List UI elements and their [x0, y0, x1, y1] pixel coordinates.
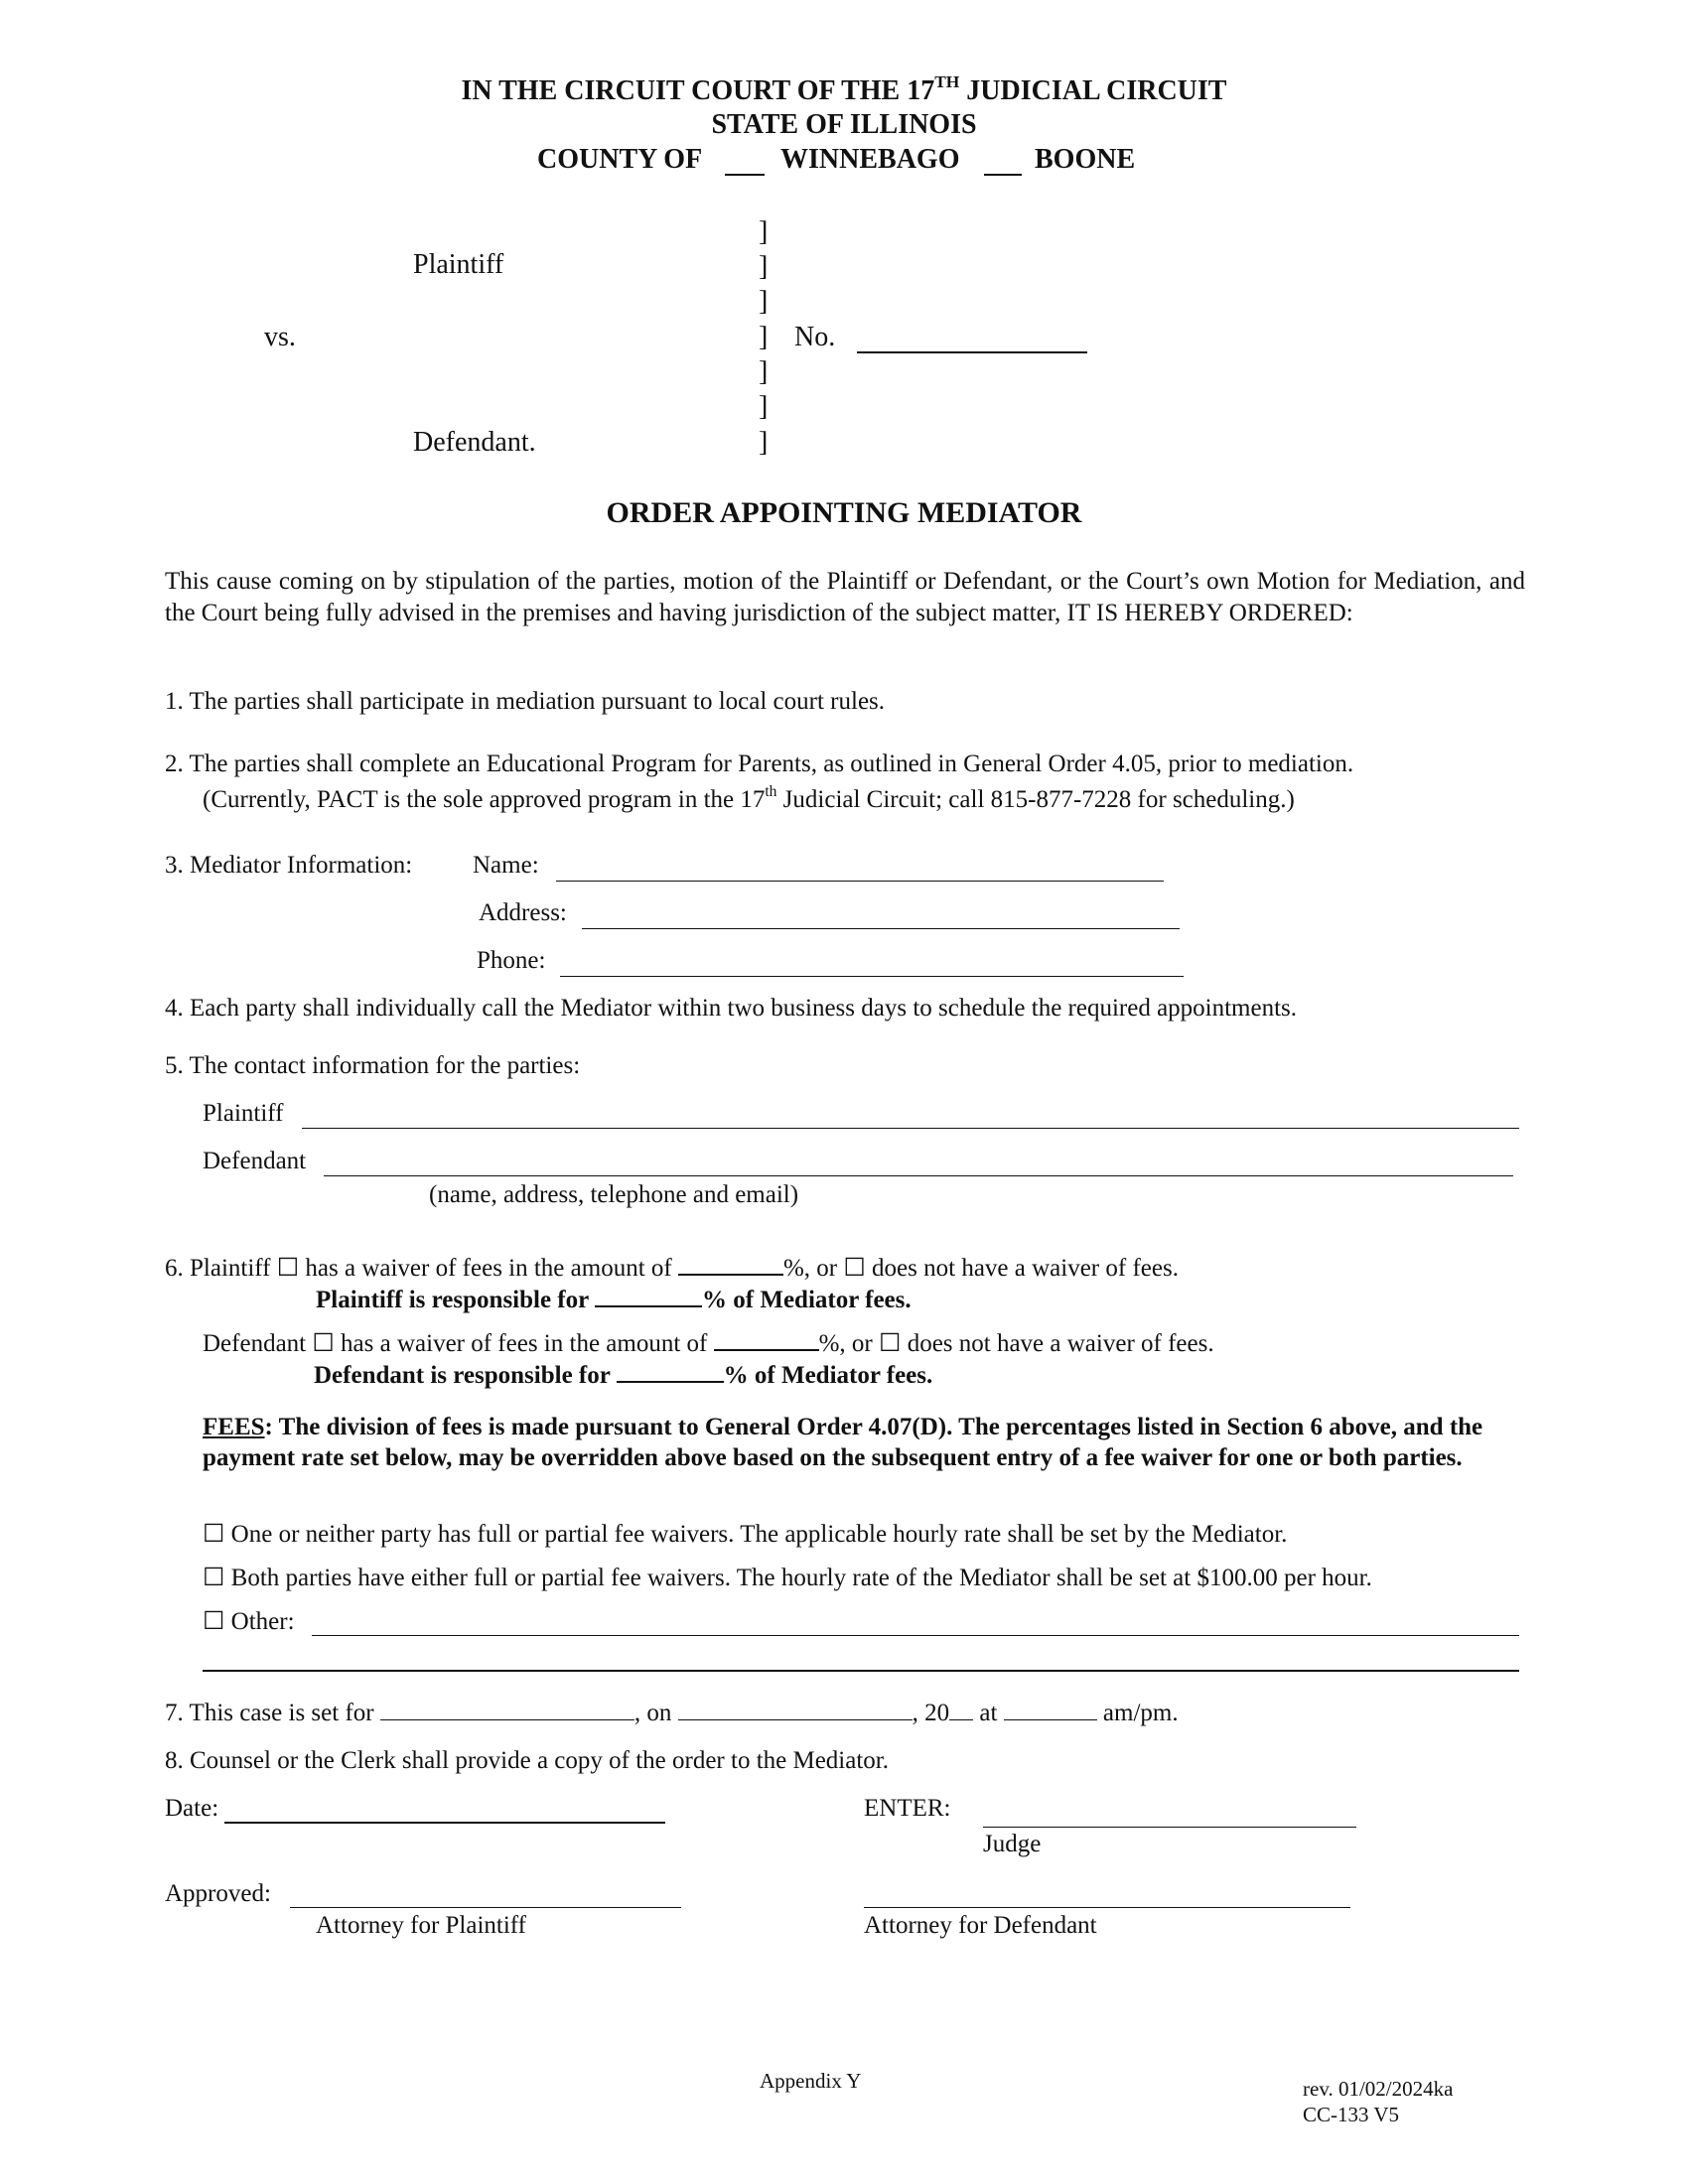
bracket: ]	[759, 216, 769, 247]
page-title: ORDER APPOINTING MEDIATOR	[606, 496, 1082, 529]
mediator-phone-label: Phone:	[477, 947, 546, 974]
defendant-no-waiver-checkbox[interactable]: ☐	[879, 1330, 902, 1357]
item-2-line-2: (Currently, PACT is the sole approved program in the 17th Judicial Circuit; call 815-877-7228 for scheduling.)	[203, 783, 1295, 813]
intro-paragraph: This cause coming on by stipulation of the parties, motion of the Plaintiff or Defendant, or the Court’s own Motion for Mediation, and the Court being fully advised in the premises and having jurisdiction of the subject matter, IT IS HEREBY ORDERED:	[165, 568, 1525, 626]
item-5: 5. The contact information for the parties:	[165, 1052, 581, 1079]
fee-option-1: ☐ One or neither party has full or partial fee waivers. The applicable hourly rate shall be set by the Mediator.	[203, 1521, 1288, 1548]
defendant-waiver-row: Defendant ☐ has a waiver of fees in the amount of %, or ☐ does not have a waiver of fees.	[203, 1330, 1214, 1357]
defendant-responsible-row: Defendant is responsible for % of Mediator fees.	[314, 1362, 933, 1389]
county-boone: BOONE	[1035, 144, 1136, 175]
mediator-name-field[interactable]	[556, 881, 1164, 882]
mediator-address-field[interactable]	[582, 928, 1180, 929]
plaintiff-caption: Plaintiff	[413, 249, 504, 280]
county-blank-1	[725, 174, 765, 176]
item-7: 7. This case is set for , on , 20 at am/pm.	[165, 1700, 1179, 1726]
fee-option-3-checkbox[interactable]: ☐	[203, 1608, 225, 1635]
plaintiff-waiver-pct-field[interactable]	[678, 1256, 783, 1276]
fee-other-field-line-2[interactable]	[203, 1670, 1519, 1672]
court-heading: IN THE CIRCUIT COURT OF THE 17TH JUDICIAL CIRCUIT	[461, 71, 1227, 106]
bracket: ]	[759, 391, 769, 422]
bracket: ]	[759, 427, 769, 458]
case-set-for-field[interactable]	[380, 1702, 634, 1720]
attorney-plaintiff-signature-line[interactable]	[290, 1907, 681, 1908]
fee-option-3: ☐ Other:	[203, 1608, 295, 1635]
fee-other-field[interactable]	[312, 1635, 1519, 1636]
fees-paragraph: FEES: The division of fees is made pursuant to General Order 4.07(D). The percentages listed in Section 6 above, and the payment rate set below, may be overridden above based on the subsequent entry of a fee waiver for one or both parties.	[203, 1414, 1483, 1471]
item-1: 1. The parties shall participate in mediation pursuant to local court rules.	[165, 688, 886, 715]
plaintiff-waiver-checkbox[interactable]: ☐	[276, 1255, 300, 1282]
case-number-field[interactable]	[857, 351, 1087, 353]
attorney-defendant-signature-line[interactable]	[864, 1907, 1350, 1908]
contact-plaintiff-label: Plaintiff	[203, 1100, 284, 1127]
mediator-name-label: Name:	[473, 852, 539, 879]
defendant-responsible-pct-field[interactable]	[617, 1363, 724, 1383]
judge-signature-line[interactable]	[983, 1827, 1356, 1828]
county-blank-2	[984, 174, 1022, 176]
case-number-label: No.	[794, 322, 836, 352]
form-number: CC-133 V5	[1303, 2103, 1400, 2126]
contact-plaintiff-field[interactable]	[302, 1128, 1519, 1129]
item-8: 8. Counsel or the Clerk shall provide a copy of the order to the Mediator.	[165, 1747, 889, 1774]
defendant-waiver-checkbox[interactable]: ☐	[312, 1330, 335, 1357]
item-4: 4. Each party shall individually call the Mediator within two business days to schedule the required appointments.	[165, 995, 1298, 1022]
bracket: ]	[759, 251, 769, 282]
item-3-label: 3. Mediator Information:	[165, 852, 413, 879]
revision-label: rev. 01/02/2024ka	[1303, 2077, 1454, 2101]
defendant-caption: Defendant.	[413, 427, 536, 458]
fee-option-2: ☐ Both parties have either full or partial fee waivers. The hourly rate of the Mediator shall be set at $100.00 per hour.	[203, 1565, 1372, 1591]
plaintiff-waiver-row: 6. Plaintiff ☐ has a waiver of fees in the amount of %, or ☐ does not have a waiver of fees.	[165, 1255, 1179, 1282]
plaintiff-responsible-pct-field[interactable]	[595, 1288, 702, 1307]
date-field[interactable]	[224, 1822, 665, 1824]
county-winnebago: WINNEBAGO	[780, 144, 960, 175]
plaintiff-no-waiver-checkbox[interactable]: ☐	[843, 1255, 866, 1282]
bracket: ]	[759, 322, 769, 352]
contact-defendant-label: Defendant	[203, 1148, 307, 1174]
bracket: ]	[759, 286, 769, 317]
vs-caption: vs.	[264, 322, 296, 352]
attorney-defendant-label: Attorney for Defendant	[864, 1912, 1097, 1939]
defendant-waiver-pct-field[interactable]	[714, 1331, 819, 1351]
plaintiff-responsible-row: Plaintiff is responsible for % of Mediator fees.	[316, 1287, 912, 1313]
bracket: ]	[759, 356, 769, 387]
attorney-plaintiff-label: Attorney for Plaintiff	[316, 1912, 526, 1939]
item-2-line-1: 2. The parties shall complete an Educational Program for Parents, as outlined in General Order 4.05, prior to mediation.	[165, 751, 1354, 777]
judge-label: Judge	[983, 1831, 1042, 1857]
county-label: COUNTY OF	[537, 144, 703, 175]
approved-label: Approved:	[165, 1880, 271, 1907]
contact-defendant-field[interactable]	[324, 1175, 1513, 1176]
case-time-field[interactable]	[1004, 1702, 1097, 1720]
case-year-field[interactable]	[949, 1702, 973, 1720]
case-date-field[interactable]	[678, 1702, 913, 1720]
fee-option-2-checkbox[interactable]: ☐	[203, 1565, 225, 1591]
enter-label: ENTER:	[864, 1795, 951, 1822]
contact-hint: (name, address, telephone and email)	[429, 1181, 799, 1208]
mediator-address-label: Address:	[479, 899, 567, 926]
mediator-phone-field[interactable]	[560, 976, 1184, 977]
date-label: Date:	[165, 1795, 219, 1822]
appendix-label: Appendix Y	[760, 2069, 862, 2093]
fee-option-1-checkbox[interactable]: ☐	[203, 1521, 225, 1548]
state-heading: STATE OF ILLINOIS	[711, 109, 977, 140]
